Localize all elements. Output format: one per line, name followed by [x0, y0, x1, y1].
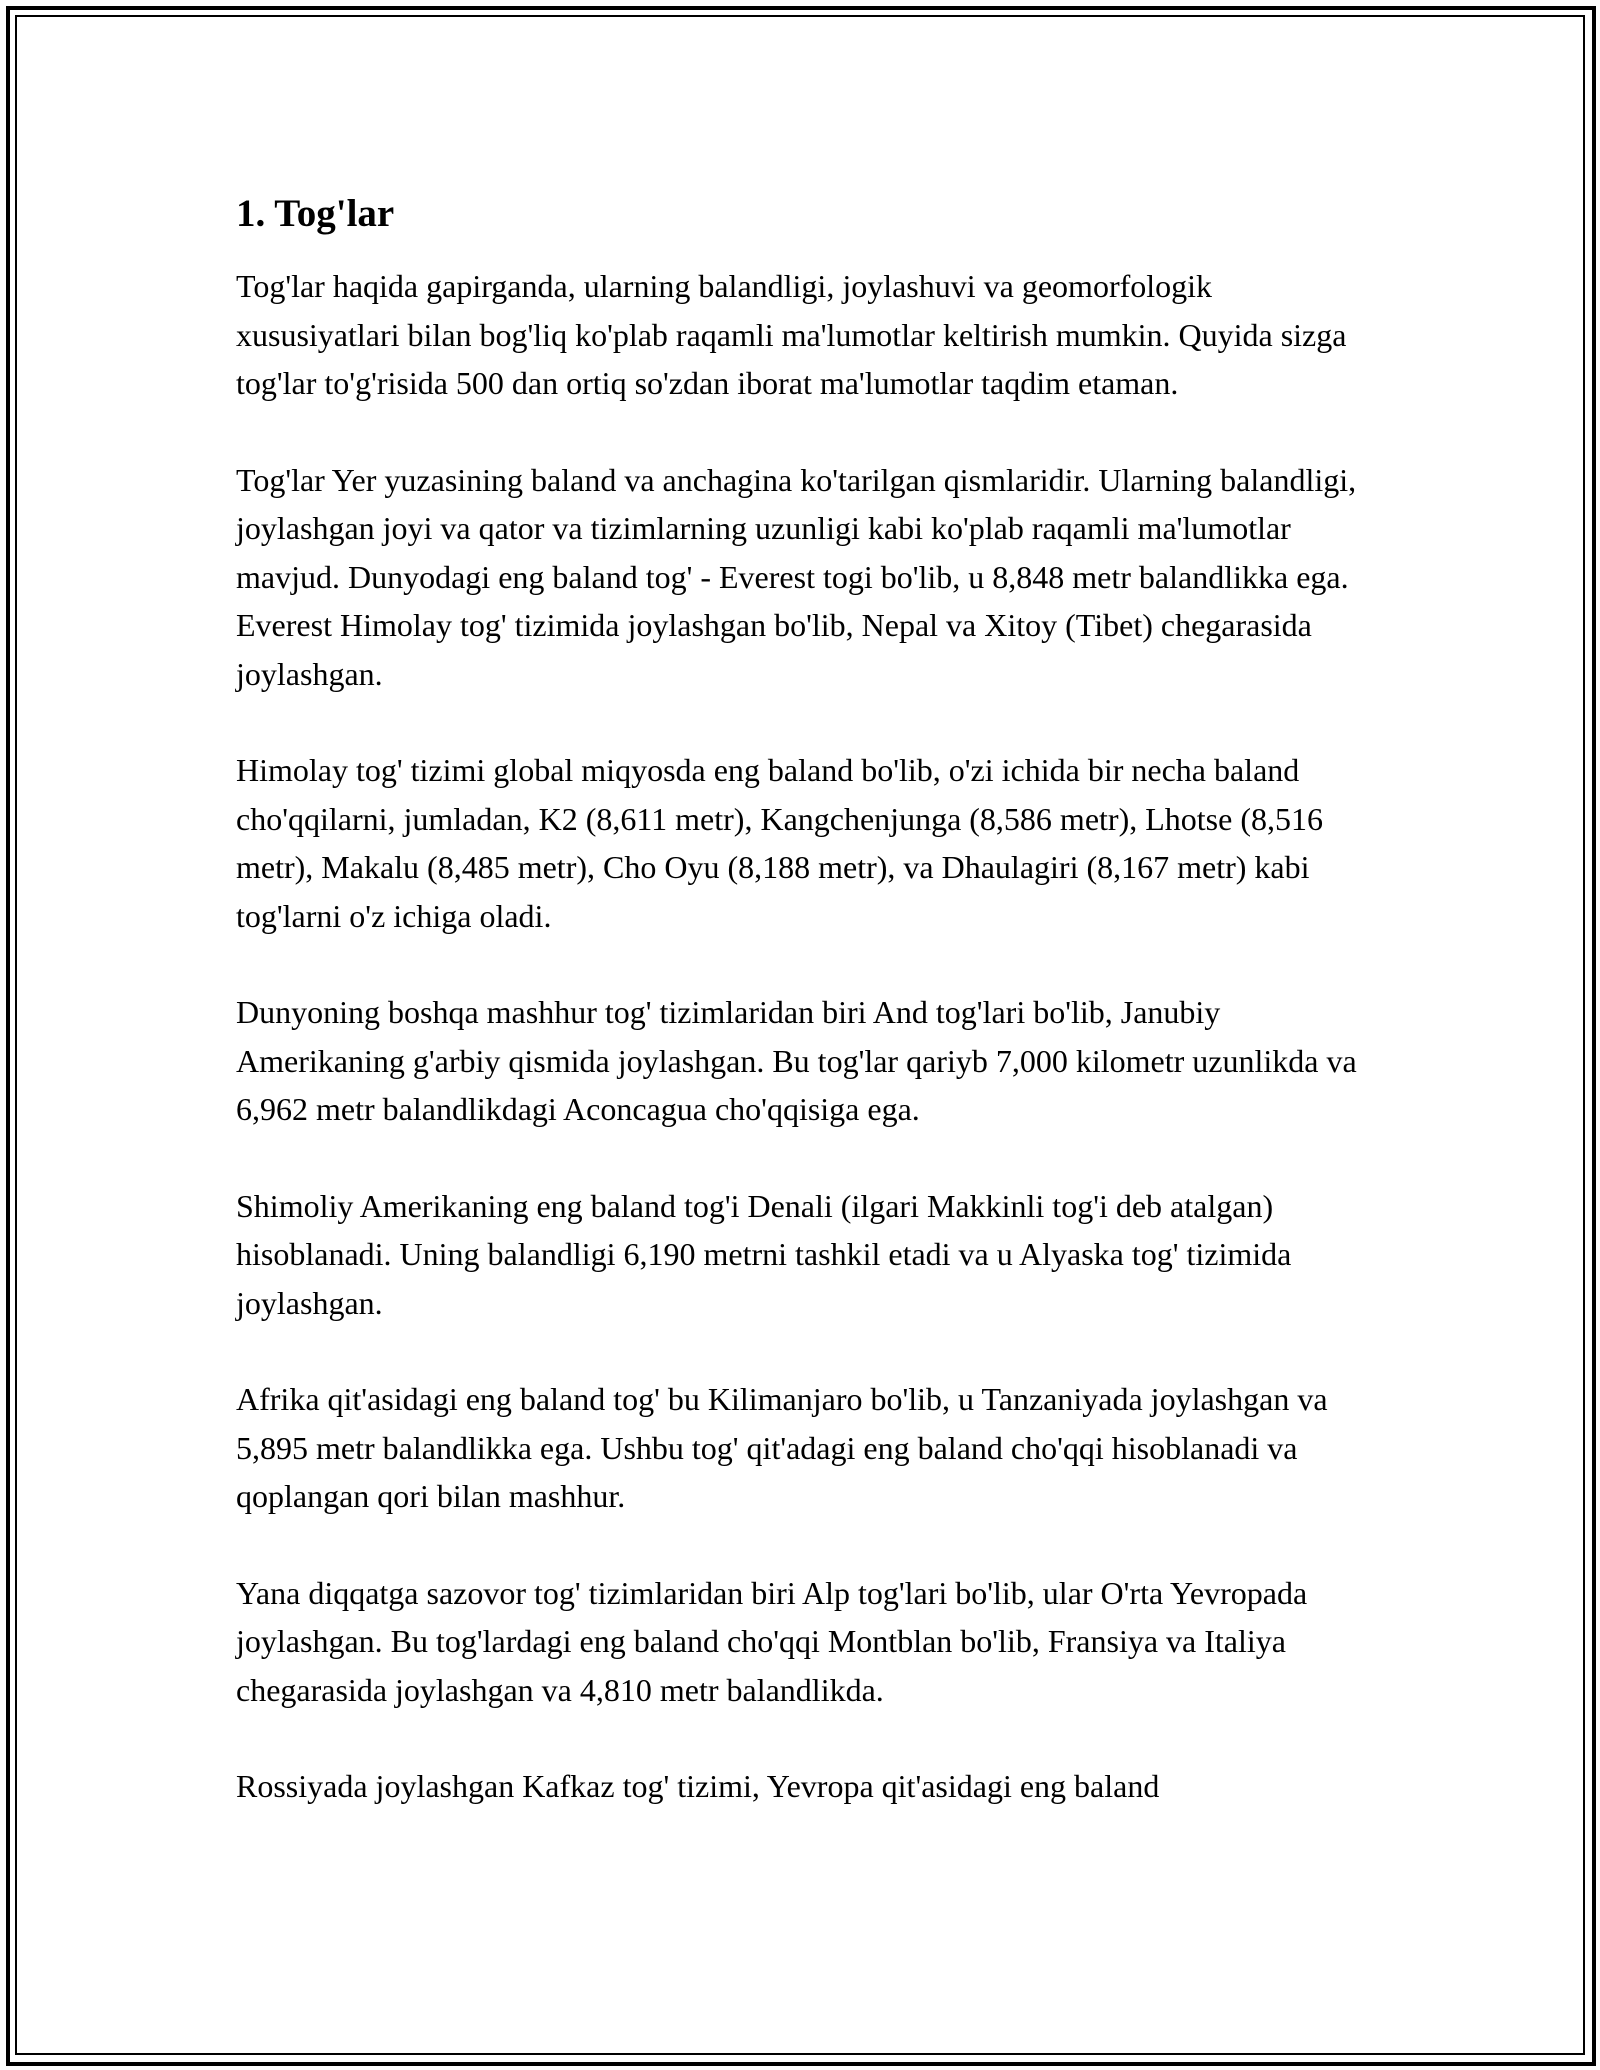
paragraph-caucasus: Rossiyada joylashgan Kafkaz tog' tizimi, Yevropa qit'asidagi eng baland: [236, 1768, 1160, 1804]
paragraph-himalaya: Himolay tog' tizimi global miqyosda eng baland bo'lib, o'zi ichida bir necha baland cho'qqilarni, jumladan, K2 (8,611 metr), Kangchenjunga (8,586 metr), Lhotse (8,516 metr), Makalu (8,485 metr), Cho Oyu (8,188 metr), va Dhaulagiri (8,167 metr) kabi tog'larni o'z ichiga oladi.: [236, 752, 1323, 934]
paragraph-everest: Tog'lar Yer yuzasining baland va anchagina ko'tarilgan qismlaridir. Ularning balandligi, joylashgan joyi va qator va tizimlarning uzunligi kabi ko'plab raqamli ma'lumotlar mavjud. Dunyodagi eng baland tog' - Everest togi bo'lib, u 8,848 metr balandlikka ega. Everest Himolay tog' tizimida joylashgan bo'lib, Nepal va Xitoy (Tibet) chegarasida joylashgan.: [236, 461, 1357, 692]
section-heading: 1. Tog'lar: [236, 192, 395, 235]
paragraph-denali: Shimoliy Amerikaning eng baland tog'i Denali (ilgari Makkinli tog'i deb atalgan) hisoblanadi. Uning balandligi 6,190 metrni tashkil etadi va u Alyaska tog' tizimida joylashgan.: [236, 1187, 1292, 1321]
document-body: [236, 186, 1376, 1859]
paragraph-alps: Yana diqqatga sazovor tog' tizimlaridan biri Alp tog'lari bo'lib, ular O'rta Yevropada joylashgan. Bu tog'lardagi eng baland cho'qqi Montblan bo'lib, Fransiya va Italiya chegarasida joylashgan va 4,810 metr balandlikda.: [236, 1574, 1308, 1708]
paragraph-kilimanjaro: Afrika qit'asidagi eng baland tog' bu Kilimanjaro bo'lib, u Tanzaniyada joylashgan va 5,895 metr balandlikka ega. Ushbu tog' qit'adagi eng baland cho'qqi hisoblanadi va qoplangan qori bilan mashhur.: [236, 1381, 1328, 1514]
paragraph-intro: Tog'lar haqida gapirganda, ularning balandligi, joylashuvi va geomorfologik xususiyatlari bilan bog'liq ko'plab raqamli ma'lumotlar keltirish mumkin. Quyida sizga tog'lar to'g'risida 500 dan ortiq so'zdan iborat ma'lumotlar taqdim etaman.: [236, 268, 1347, 401]
paragraph-andes: Dunyoning boshqa mashhur tog' tizimlaridan biri And tog'lari bo'lib, Janubiy Amerikaning g'arbiy qismida joylashgan. Bu tog'lar qariyb 7,000 kilometr uzunlikda va 6,962 metr balandlikdagi Aconcagua cho'qqisiga ega.: [236, 994, 1357, 1127]
